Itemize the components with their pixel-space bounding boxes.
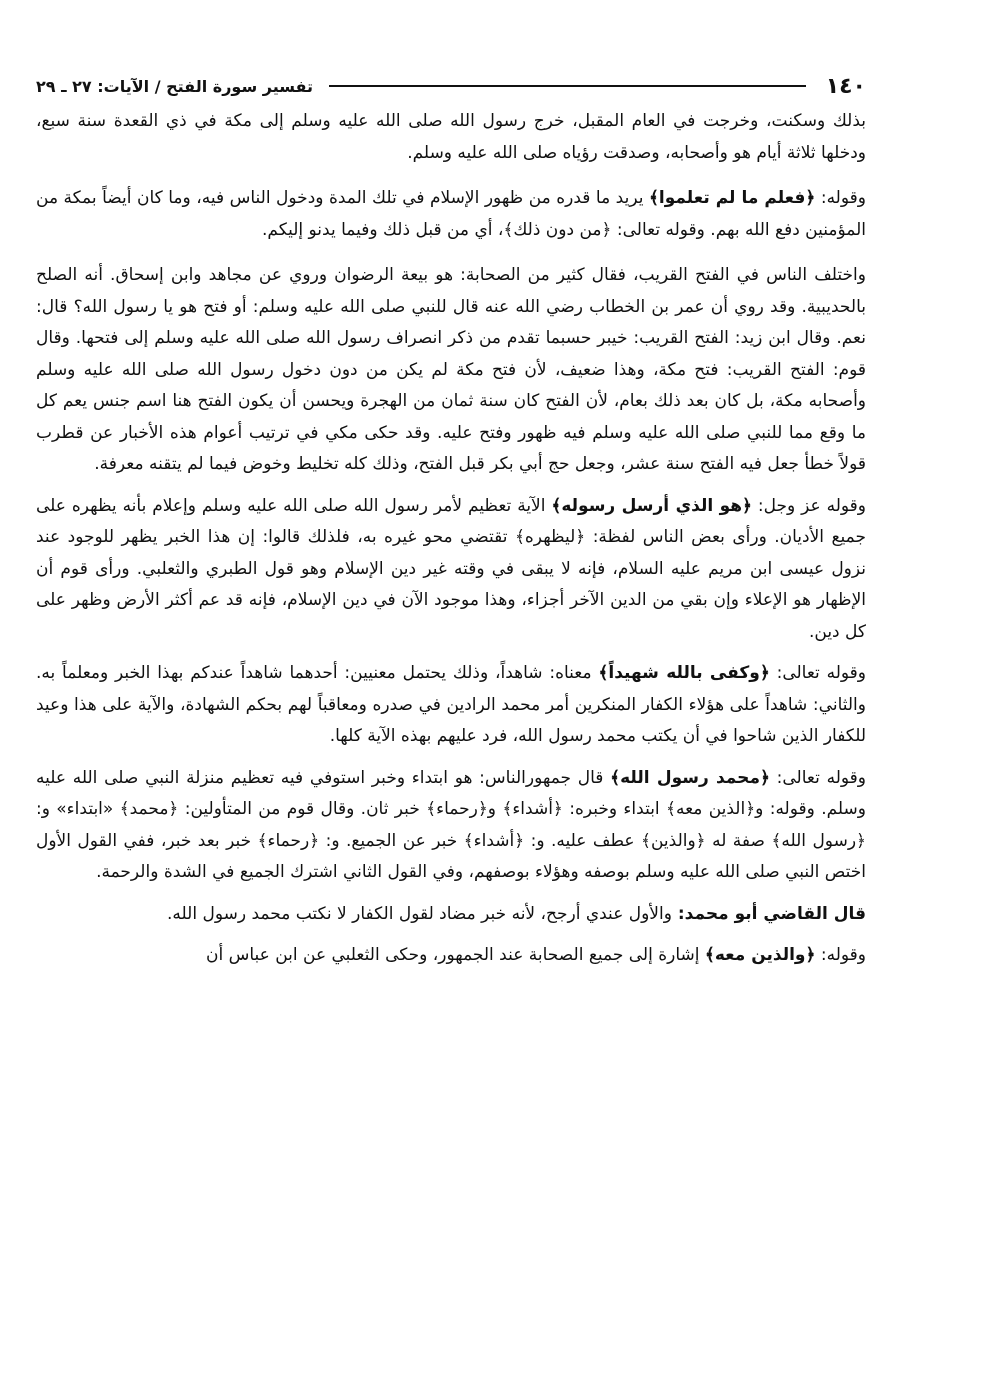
- paragraph-8: [36, 940, 866, 972]
- paragraph-8-quote: ﴿والذين معه﴾: [704, 945, 816, 965]
- paragraph-8-text: إشارة إلى جميع الصحابة عند الجمهور، وحكى الثعلبي عن ابن عباس أن: [206, 945, 705, 965]
- paragraph-3-text: واختلف الناس في الفتح القريب، فقال كثير من الصحابة: هو بيعة الرضوان وروي عن مجاهد وابن إسحاق. أنه الصلح بالحديبية. وقد روي أن عمر بن الخطاب رضي الله عنه قال للنبي صلى الله عليه وسلم: أو فتح هو يا رسول الله؟ قال: نعم. وقال ابن زيد: الفتح القريب: خيبر حسبما تقدم من ذكر انصراف رسول الله صلى الله عليه وسلم إلى فتحها. وقال قوم: الفتح القريب: فتح مكة، وهذا ضعيف، لأن فتح مكة لم يكن من دون دخول رسول الله صلى الله عليه وسلم وأصحابه مكة، بل كان بعد ذلك بعام، لأن الفتح كان سنة ثمان من الهجرة ويحسن أن يكون الفتح هنا اسم جنس يعم كل ما وقع مما للنبي صلى الله عليه وسلم فيه ظهور وفتح عليه. وقد حكى مكي في ترتيب أعوام هذه الأخبار عن قطرب قولاً خطأ جعل فيه الفتح سنة عشر، وجعل حج أبي بكر قبل الفتح، وذلك كله تخليط وخوض فيما لم يتقنه معرفة.: [36, 265, 866, 474]
- page-header: [36, 66, 866, 106]
- paragraph-4-quote: ﴿هو الذي أرسل رسوله﴾: [551, 495, 753, 516]
- paragraph-2-text: يريد ما قدره من ظهور الإسلام في تلك المدة ودخول الناس فيه، وما كان أيضاً بمكة من المؤمنين دفع الله بهم. وقوله تعالى: ﴿من دون ذلك﴾، أي من قبل ذلك وفيما يدنو إليكم.: [36, 188, 866, 240]
- paragraph-7: [36, 899, 866, 931]
- paragraph-4: [36, 491, 866, 649]
- running-title: تفسير سورة الفتح / الآيات: ٢٧ ـ ٢٩: [36, 76, 314, 96]
- paragraph-6: [36, 763, 866, 889]
- paragraph-2-quote: ﴿فعلم ما لم تعلموا﴾: [648, 188, 816, 208]
- paragraph-7-text: والأول عندي أرجح، لأنه خبر مضاد لقول الكفار لا نكتب محمد رسول الله.: [167, 903, 672, 924]
- paragraph-5-text: معناه: شاهداً، وذلك يحتمل معنيين: أحدهما شاهداً عندكم بهذا الخبر ومعلماً به. والثاني: شاهداً على هؤلاء الكفار المنكرين أمر محمد الرادين في صدره ومعاقباً لهم بحكم الشهادة، والآية على هذا وعيد للكفار الذين شاحوا في أن يكتب محمد رسول الله، فرد عليهم بهذه الآية كلها.: [36, 663, 866, 746]
- paragraph-5: [36, 658, 866, 753]
- paragraph-5-prefix: وقوله تعالى:: [769, 663, 866, 683]
- book-page: [36, 66, 866, 972]
- paragraph-1: [36, 106, 866, 169]
- paragraph-2: [36, 183, 866, 246]
- paragraph-4-prefix: وقوله عز وجل:: [752, 495, 867, 516]
- paragraph-8-prefix: وقوله:: [815, 945, 866, 965]
- paragraph-6-text: قال جمهورالناس: هو ابتداء وخبر استوفي فيه تعظيم منزلة النبي صلى الله عليه وسلم. وقوله: و﴿الذين معه﴾ ابتداء وخبره: ﴿أشداء﴾ و﴿رحماء﴾ خبر ثان. وقال قوم من المتأولين: ﴿محمد﴾ «ابتداء» و: ﴿رسول الله﴾ صفة له ﴿والذين﴾ عطف عليه. و: ﴿أشداء﴾ خبر عن الجميع. و: ﴿رحماء﴾ خبر بعد خبر، ففي القول الأول اختص النبي صلى الله عليه وسلم بوصفه وهؤلاء بوصفهم، وفي القول الثاني اشترك الجميع في الشدة والرحمة.: [36, 767, 866, 882]
- paragraph-5-quote: ﴿وكفى بالله شهيداً﴾: [598, 663, 770, 683]
- paragraph-3: [36, 260, 866, 481]
- paragraph-7-prefix: قال القاضي أبو محمد:: [671, 903, 866, 924]
- paragraph-4-text: الآية تعظيم لأمر رسول الله صلى الله عليه وسلم وإعلام بأنه يظهره على جميع الأديان. ورأى بعض الناس لفظة: ﴿ليظهره﴾ تقتضي محو غيره به، فلذلك قالوا: إن هذا الخبر يظهر للوجود عند نزول عيسى ابن مريم عليه السلام، فإنه لا يبقى في وقته غير دين الإسلام وهو قول الطبري والثعلبي. ورأى قوم أن الإظهار هو الإعلاء وإن بقي من الدين الآخر أجزاء، وهذا موجود الآن في دين الإسلام، فإنه قد عم أكثر الأرض وظهر على كل دين.: [36, 495, 866, 642]
- paragraph-2-prefix: وقوله:: [815, 188, 866, 208]
- paragraph-6-prefix: وقوله تعالى:: [769, 767, 866, 788]
- paragraph-1-text: بذلك وسكنت، وخرجت في العام المقبل، خرج رسول الله صلى الله عليه وسلم إلى مكة في ذي القعدة سنة سبع، ودخلها ثلاثة أيام هو وأصحابه، وصدقت رؤياه صلى الله عليه وسلم.: [36, 111, 866, 163]
- header-rule: [329, 85, 806, 87]
- paragraph-6-quote: ﴿محمد رسول الله﴾: [610, 767, 770, 788]
- page-number: ١٤٠: [825, 73, 866, 99]
